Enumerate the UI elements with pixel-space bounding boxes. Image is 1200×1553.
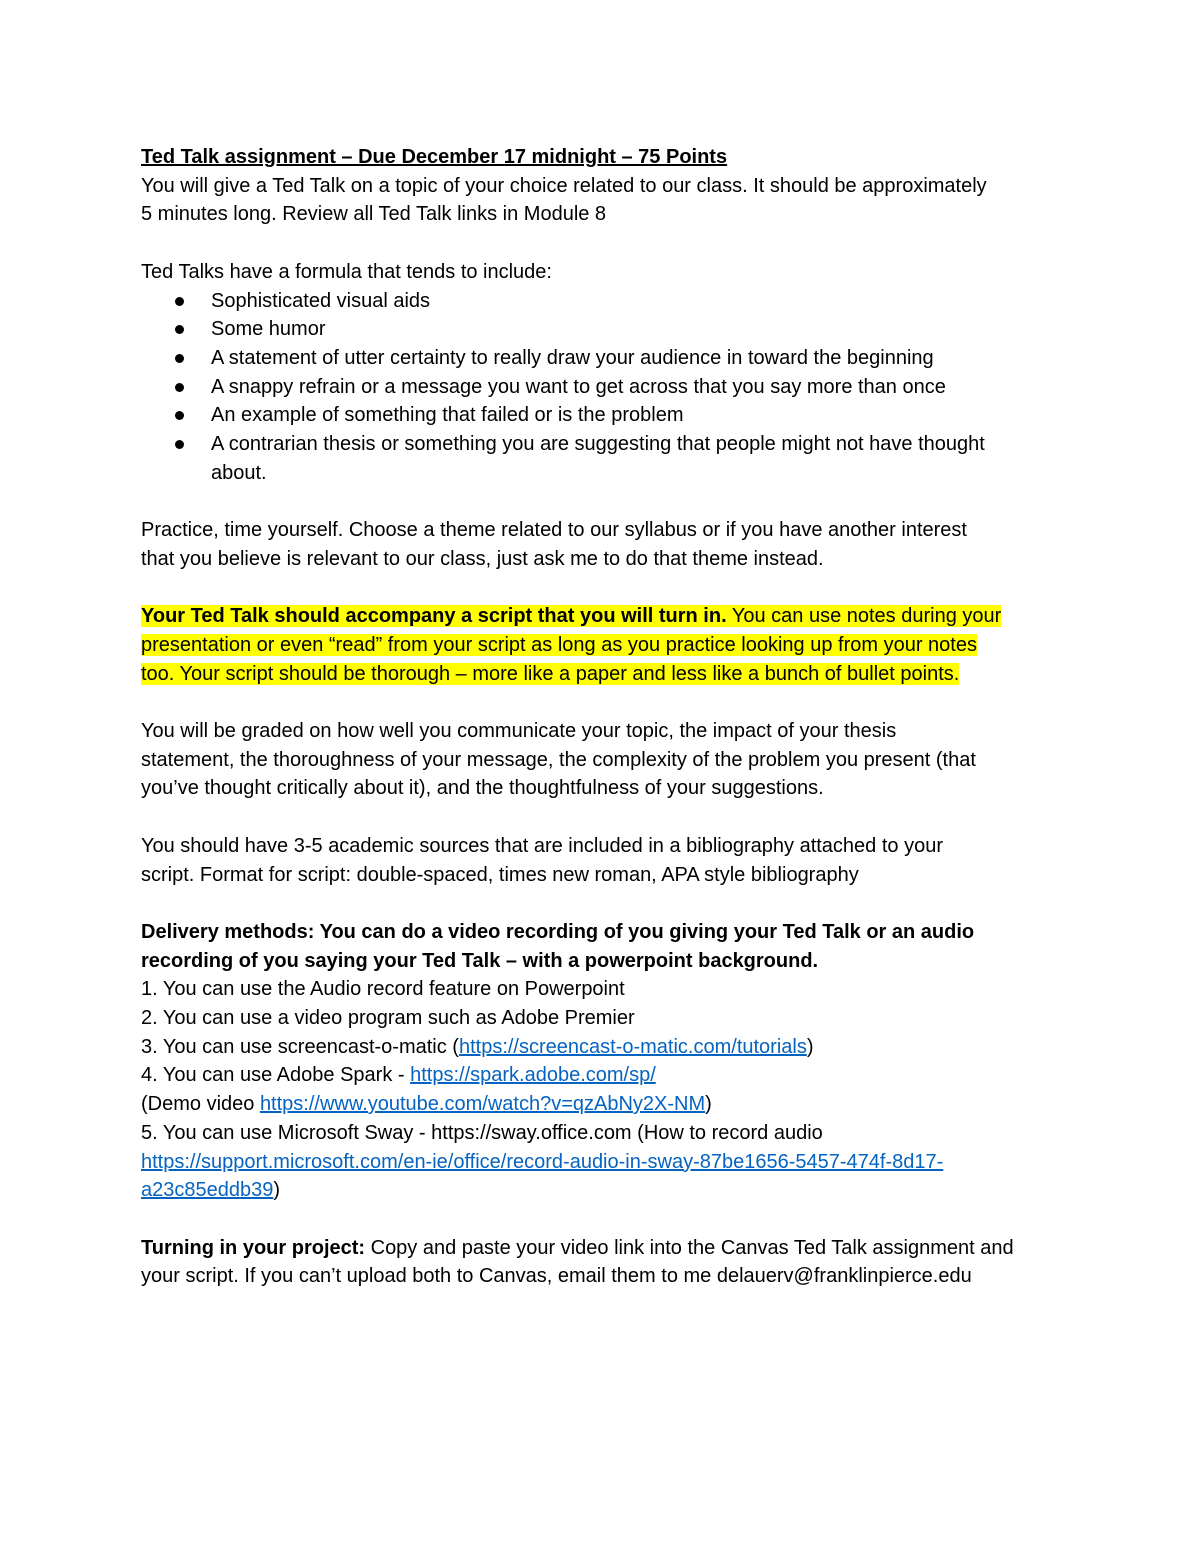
- bullet-icon: [175, 411, 184, 420]
- script-note-line-1: Your Ted Talk should accompany a script that you will turn in. You can use notes during your: [141, 605, 1002, 628]
- adobe-spark-link[interactable]: https://spark.adobe.com/sp/: [410, 1064, 656, 1087]
- assignment-title: Ted Talk assignment – Due December 17 midnight – 75 Points: [141, 146, 728, 168]
- intro-line-1: You will give a Ted Talk on a topic of your choice related to our class. It should be approximately: [141, 174, 987, 197]
- bullet-icon: [175, 383, 184, 392]
- sway-help-link-line-2: a23c85eddb39): [141, 1179, 281, 1202]
- formula-heading: Ted Talks have a formula that tends to include:: [141, 260, 552, 283]
- bullet-icon: [175, 297, 184, 306]
- sway-help-link-cont[interactable]: a23c85eddb39: [141, 1179, 274, 1202]
- sources-line-2: script. Format for script: double-spaced, times new roman, APA style bibliography: [141, 863, 859, 886]
- bullet-icon: [175, 440, 184, 449]
- turnin-line-1: Turning in your project: Copy and paste your video link into the Canvas Ted Talk assignment and: [141, 1236, 1014, 1259]
- list-item: Some humor: [141, 315, 1071, 344]
- sources-line-1: You should have 3-5 academic sources that are included in a bibliography attached to your: [141, 834, 944, 857]
- sway-help-link-line-1: [141, 1148, 1071, 1177]
- list-item: A snappy refrain or a message you want to get across that you say more than once: [141, 373, 1071, 402]
- list-item: A statement of utter certainty to really draw your audience in toward the beginning: [141, 344, 1071, 373]
- bullet-icon: [175, 325, 184, 334]
- practice-line-2: that you believe is relevant to our class, just ask me to do that theme instead.: [141, 547, 824, 570]
- script-note-line-2: presentation or even “read” from your script as long as you practice looking up from your notes: [141, 633, 977, 656]
- grading-line-3: you’ve thought critically about it), and the thoughtfulness of your suggestions.: [141, 777, 824, 800]
- delivery-method-3: 3. You can use screencast-o-matic (https://screencast-o-matic.com/tutorials): [141, 1035, 814, 1058]
- screencast-link[interactable]: https://screencast-o-matic.com/tutorials: [458, 1035, 807, 1058]
- delivery-heading-1: Delivery methods: You can do a video recording of you giving your Ted Talk or an audio: [141, 920, 975, 943]
- demo-video-link[interactable]: https://www.youtube.com/watch?v=qzAbNy2X-NM: [259, 1093, 706, 1116]
- document-page: [141, 143, 1071, 1291]
- formula-list: [141, 287, 1071, 488]
- delivery-method-5: 5. You can use Microsoft Sway - https://sway.office.com (How to record audio: [141, 1121, 823, 1144]
- delivery-method-2: 2. You can use a video program such as Adobe Premier: [141, 1007, 635, 1029]
- delivery-heading-2: recording of you saying your Ted Talk – with a powerpoint background.: [141, 949, 819, 972]
- list-item: An example of something that failed or is the problem: [141, 401, 1071, 430]
- grading-line-1: You will be graded on how well you communicate your topic, the impact of your thesis: [141, 720, 897, 742]
- delivery-method-1: 1. You can use the Audio record feature on Powerpoint: [141, 978, 625, 1001]
- grading-line-2: statement, the thoroughness of your message, the complexity of the problem you present (that: [141, 748, 976, 771]
- intro-line-2: 5 minutes long. Review all Ted Talk links in Module 8: [141, 203, 607, 226]
- sway-help-link[interactable]: https://support.microsoft.com/en-ie/office/record-audio-in-sway-87be1656-5457-474f-8d17-: [141, 1150, 944, 1173]
- list-item: A contrarian thesis or something you are suggesting that people might not have thought about.: [141, 430, 1071, 487]
- turnin-line-2: your script. If you can’t upload both to Canvas, email them to me delauerv@franklinpierce.edu: [141, 1265, 972, 1288]
- demo-video-line: (Demo video https://www.youtube.com/watch?v=qzAbNy2X-NM): [141, 1093, 712, 1116]
- turnin-label: Turning in your project:: [141, 1236, 366, 1259]
- script-note-line-3: too. Your script should be thorough – more like a paper and less like a bunch of bullet points.: [141, 662, 960, 685]
- bullet-icon: [175, 354, 184, 363]
- practice-line-1: Practice, time yourself. Choose a theme related to our syllabus or if you have another interest: [141, 519, 967, 542]
- list-item: Sophisticated visual aids: [141, 287, 1071, 316]
- delivery-method-4: 4. You can use Adobe Spark - https://spark.adobe.com/sp/: [141, 1064, 656, 1087]
